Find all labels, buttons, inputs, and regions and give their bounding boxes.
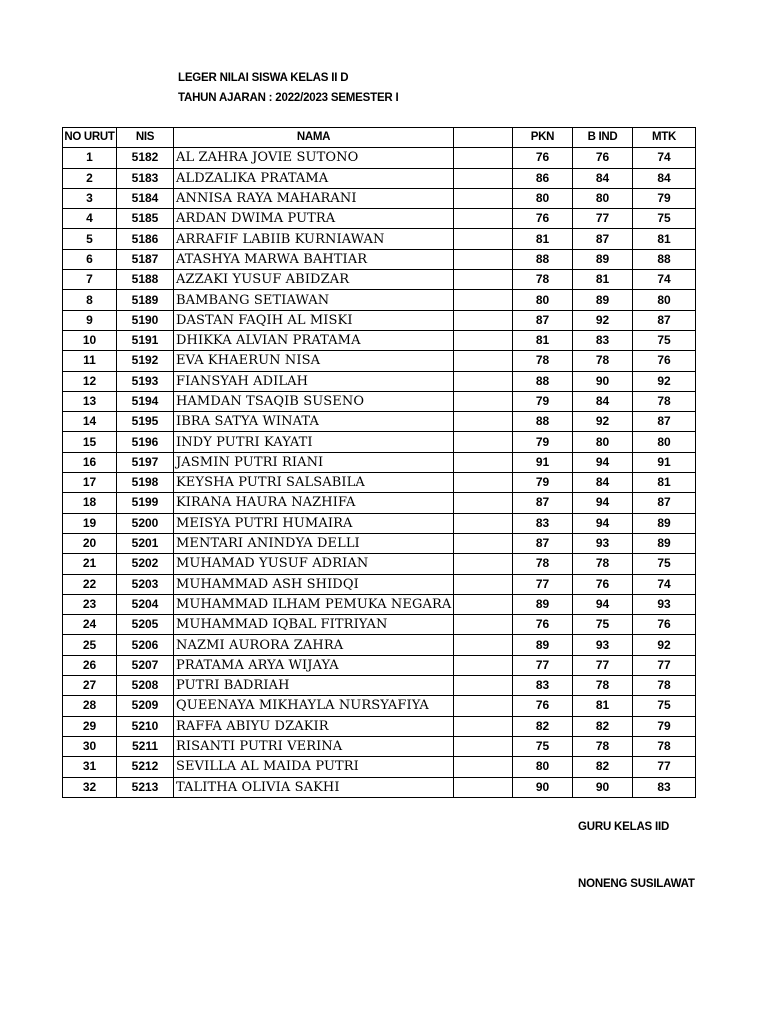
cell-b-ind: 93 [573, 635, 633, 655]
cell-no-urut: 10 [63, 330, 117, 350]
cell-no-urut: 32 [63, 777, 117, 797]
cell-mtk: 78 [633, 736, 696, 756]
table-row [63, 635, 696, 655]
cell-b-ind: 93 [573, 533, 633, 553]
cell-mtk: 81 [633, 229, 696, 249]
table-row [63, 777, 696, 797]
cell-b-ind: 84 [573, 473, 633, 493]
cell-nis: 5186 [117, 229, 174, 249]
cell-blank [454, 432, 513, 452]
cell-b-ind: 82 [573, 757, 633, 777]
cell-mtk: 89 [633, 513, 696, 533]
cell-blank [454, 574, 513, 594]
cell-pkn: 88 [513, 412, 573, 432]
cell-blank [454, 209, 513, 229]
cell-nis: 5213 [117, 777, 174, 797]
cell-nama: JASMIN PUTRI RIANI [174, 452, 454, 472]
table-row [63, 148, 696, 168]
cell-nis: 5207 [117, 655, 174, 675]
cell-pkn: 81 [513, 229, 573, 249]
cell-nis: 5205 [117, 615, 174, 635]
cell-blank [454, 330, 513, 350]
cell-nis: 5190 [117, 310, 174, 330]
cell-nis: 5203 [117, 574, 174, 594]
cell-blank [454, 716, 513, 736]
cell-blank [454, 371, 513, 391]
cell-mtk: 80 [633, 432, 696, 452]
academic-year: TAHUN AJARAN : 2022/2023 SEMESTER I [178, 92, 399, 104]
table-row [63, 716, 696, 736]
cell-blank [454, 452, 513, 472]
col-header-mtk: MTK [633, 128, 696, 148]
table-row [63, 554, 696, 574]
cell-blank [454, 168, 513, 188]
cell-nama: EVA KHAERUN NISA [174, 351, 454, 371]
table-row [63, 351, 696, 371]
table-row [63, 412, 696, 432]
cell-nis: 5204 [117, 594, 174, 614]
cell-no-urut: 31 [63, 757, 117, 777]
cell-pkn: 80 [513, 290, 573, 310]
table-row [63, 209, 696, 229]
cell-pkn: 87 [513, 493, 573, 513]
cell-pkn: 91 [513, 452, 573, 472]
cell-b-ind: 78 [573, 736, 633, 756]
cell-pkn: 76 [513, 696, 573, 716]
cell-mtk: 75 [633, 330, 696, 350]
cell-mtk: 84 [633, 168, 696, 188]
cell-blank [454, 290, 513, 310]
cell-b-ind: 80 [573, 432, 633, 452]
cell-b-ind: 90 [573, 371, 633, 391]
cell-blank [454, 391, 513, 411]
cell-no-urut: 5 [63, 229, 117, 249]
cell-blank [454, 554, 513, 574]
table-row [63, 696, 696, 716]
cell-no-urut: 6 [63, 249, 117, 269]
cell-nama: ATASHYA MARWA BAHTIAR [174, 249, 454, 269]
cell-no-urut: 28 [63, 696, 117, 716]
cell-no-urut: 12 [63, 371, 117, 391]
cell-mtk: 74 [633, 148, 696, 168]
cell-b-ind: 84 [573, 168, 633, 188]
cell-pkn: 78 [513, 554, 573, 574]
cell-blank [454, 249, 513, 269]
cell-nama: AZZAKI YUSUF ABIDZAR [174, 270, 454, 290]
cell-nama: MUHAMAD YUSUF ADRIAN [174, 554, 454, 574]
cell-nis: 5191 [117, 330, 174, 350]
table-row [63, 371, 696, 391]
cell-pkn: 79 [513, 432, 573, 452]
cell-nis: 5195 [117, 412, 174, 432]
table-row [63, 757, 696, 777]
cell-nis: 5212 [117, 757, 174, 777]
cell-nama: ARDAN DWIMA PUTRA [174, 209, 454, 229]
cell-nama: QUEENAYA MIKHAYLA NURSYAFIYA [174, 696, 454, 716]
table-header-row [63, 128, 696, 148]
cell-nama: RAFFA ABIYU DZAKIR [174, 716, 454, 736]
cell-nama: RISANTI PUTRI VERINA [174, 736, 454, 756]
cell-pkn: 76 [513, 615, 573, 635]
cell-mtk: 92 [633, 371, 696, 391]
cell-pkn: 78 [513, 270, 573, 290]
cell-mtk: 76 [633, 351, 696, 371]
col-header-nis: NIS [117, 128, 174, 148]
cell-mtk: 75 [633, 696, 696, 716]
cell-no-urut: 18 [63, 493, 117, 513]
table-row [63, 290, 696, 310]
cell-nis: 5198 [117, 473, 174, 493]
cell-nis: 5194 [117, 391, 174, 411]
table-row [63, 310, 696, 330]
cell-no-urut: 15 [63, 432, 117, 452]
cell-b-ind: 80 [573, 188, 633, 208]
cell-b-ind: 77 [573, 209, 633, 229]
cell-no-urut: 11 [63, 351, 117, 371]
cell-nama: DHIKKA ALVIAN PRATAMA [174, 330, 454, 350]
cell-b-ind: 83 [573, 330, 633, 350]
cell-b-ind: 78 [573, 676, 633, 696]
cell-no-urut: 17 [63, 473, 117, 493]
col-header-no-urut: NO URUT [63, 128, 117, 148]
cell-nama: TALITHA OLIVIA SAKHI [174, 777, 454, 797]
table-row [63, 432, 696, 452]
table-row [63, 168, 696, 188]
cell-blank [454, 696, 513, 716]
cell-no-urut: 8 [63, 290, 117, 310]
cell-nama: MEISYA PUTRI HUMAIRA [174, 513, 454, 533]
cell-no-urut: 1 [63, 148, 117, 168]
cell-pkn: 81 [513, 330, 573, 350]
cell-mtk: 78 [633, 391, 696, 411]
cell-b-ind: 81 [573, 270, 633, 290]
cell-b-ind: 77 [573, 655, 633, 675]
cell-nis: 5202 [117, 554, 174, 574]
cell-no-urut: 19 [63, 513, 117, 533]
col-header-nama: NAMA [174, 128, 454, 148]
cell-b-ind: 92 [573, 412, 633, 432]
cell-nama: ANNISA RAYA MAHARANI [174, 188, 454, 208]
cell-pkn: 75 [513, 736, 573, 756]
cell-no-urut: 2 [63, 168, 117, 188]
table-row [63, 736, 696, 756]
table-row [63, 615, 696, 635]
cell-nis: 5188 [117, 270, 174, 290]
cell-blank [454, 736, 513, 756]
cell-blank [454, 188, 513, 208]
cell-blank [454, 229, 513, 249]
cell-nis: 5192 [117, 351, 174, 371]
cell-blank [454, 148, 513, 168]
cell-pkn: 87 [513, 533, 573, 553]
cell-pkn: 80 [513, 757, 573, 777]
table-body [63, 148, 696, 798]
cell-pkn: 88 [513, 249, 573, 269]
cell-pkn: 87 [513, 310, 573, 330]
cell-nis: 5189 [117, 290, 174, 310]
cell-pkn: 83 [513, 676, 573, 696]
cell-b-ind: 76 [573, 574, 633, 594]
cell-blank [454, 757, 513, 777]
table-row [63, 493, 696, 513]
cell-nis: 5209 [117, 696, 174, 716]
cell-nama: KIRANA HAURA NAZHIFA [174, 493, 454, 513]
cell-blank [454, 513, 513, 533]
cell-pkn: 89 [513, 635, 573, 655]
cell-nis: 5183 [117, 168, 174, 188]
cell-blank [454, 655, 513, 675]
grades-table [62, 127, 696, 798]
cell-b-ind: 78 [573, 554, 633, 574]
signature-role: GURU KELAS IID [578, 821, 670, 833]
table-row [63, 229, 696, 249]
cell-nama: MUHAMMAD ILHAM PEMUKA NEGARA [174, 594, 454, 614]
cell-pkn: 82 [513, 716, 573, 736]
cell-mtk: 79 [633, 716, 696, 736]
col-header-b-ind: B IND [573, 128, 633, 148]
cell-nis: 5201 [117, 533, 174, 553]
cell-mtk: 76 [633, 615, 696, 635]
cell-blank [454, 351, 513, 371]
cell-nis: 5185 [117, 209, 174, 229]
table-row [63, 473, 696, 493]
cell-no-urut: 4 [63, 209, 117, 229]
col-header-blank [454, 128, 513, 148]
cell-b-ind: 89 [573, 290, 633, 310]
cell-mtk: 74 [633, 574, 696, 594]
cell-no-urut: 9 [63, 310, 117, 330]
cell-no-urut: 14 [63, 412, 117, 432]
cell-nama: SEVILLA AL MAIDA PUTRI [174, 757, 454, 777]
cell-mtk: 75 [633, 554, 696, 574]
table-row [63, 391, 696, 411]
cell-pkn: 79 [513, 391, 573, 411]
table-row [63, 676, 696, 696]
cell-blank [454, 412, 513, 432]
cell-nama: MUHAMMAD ASH SHIDQI [174, 574, 454, 594]
cell-mtk: 91 [633, 452, 696, 472]
cell-nama: FIANSYAH ADILAH [174, 371, 454, 391]
cell-nis: 5184 [117, 188, 174, 208]
cell-nama: PUTRI BADRIAH [174, 676, 454, 696]
cell-nis: 5208 [117, 676, 174, 696]
cell-no-urut: 20 [63, 533, 117, 553]
cell-pkn: 78 [513, 351, 573, 371]
cell-b-ind: 94 [573, 493, 633, 513]
cell-mtk: 79 [633, 188, 696, 208]
cell-no-urut: 7 [63, 270, 117, 290]
cell-mtk: 75 [633, 209, 696, 229]
cell-blank [454, 270, 513, 290]
table-row [63, 574, 696, 594]
cell-nama: ARRAFIF LABIIB KURNIAWAN [174, 229, 454, 249]
cell-no-urut: 24 [63, 615, 117, 635]
cell-no-urut: 25 [63, 635, 117, 655]
table-row [63, 330, 696, 350]
cell-mtk: 83 [633, 777, 696, 797]
cell-pkn: 88 [513, 371, 573, 391]
cell-b-ind: 89 [573, 249, 633, 269]
cell-pkn: 79 [513, 473, 573, 493]
cell-pkn: 76 [513, 209, 573, 229]
cell-nama: IBRA SATYA WINATA [174, 412, 454, 432]
cell-blank [454, 533, 513, 553]
cell-no-urut: 23 [63, 594, 117, 614]
cell-pkn: 90 [513, 777, 573, 797]
cell-b-ind: 94 [573, 594, 633, 614]
cell-no-urut: 21 [63, 554, 117, 574]
cell-no-urut: 3 [63, 188, 117, 208]
cell-nis: 5196 [117, 432, 174, 452]
cell-no-urut: 22 [63, 574, 117, 594]
cell-blank [454, 594, 513, 614]
cell-nama: MUHAMMAD IQBAL FITRIYAN [174, 615, 454, 635]
cell-pkn: 77 [513, 574, 573, 594]
cell-mtk: 93 [633, 594, 696, 614]
cell-no-urut: 30 [63, 736, 117, 756]
cell-nis: 5187 [117, 249, 174, 269]
table-row [63, 513, 696, 533]
cell-mtk: 77 [633, 655, 696, 675]
cell-mtk: 87 [633, 412, 696, 432]
cell-b-ind: 92 [573, 310, 633, 330]
cell-mtk: 88 [633, 249, 696, 269]
cell-mtk: 77 [633, 757, 696, 777]
table-row [63, 270, 696, 290]
cell-nama: PRATAMA ARYA WIJAYA [174, 655, 454, 675]
cell-nama: AL ZAHRA JOVIE SUTONO [174, 148, 454, 168]
cell-pkn: 76 [513, 148, 573, 168]
cell-b-ind: 78 [573, 351, 633, 371]
cell-mtk: 81 [633, 473, 696, 493]
cell-nis: 5193 [117, 371, 174, 391]
cell-blank [454, 473, 513, 493]
cell-mtk: 80 [633, 290, 696, 310]
cell-mtk: 74 [633, 270, 696, 290]
cell-pkn: 89 [513, 594, 573, 614]
cell-nis: 5197 [117, 452, 174, 472]
cell-pkn: 83 [513, 513, 573, 533]
cell-mtk: 89 [633, 533, 696, 553]
teacher-name: NONENG SUSILAWAT [578, 878, 695, 890]
cell-no-urut: 26 [63, 655, 117, 675]
table-row [63, 249, 696, 269]
cell-nama: NAZMI AURORA ZAHRA [174, 635, 454, 655]
cell-nis: 5182 [117, 148, 174, 168]
cell-b-ind: 90 [573, 777, 633, 797]
table-row [63, 655, 696, 675]
cell-blank [454, 777, 513, 797]
cell-no-urut: 29 [63, 716, 117, 736]
cell-nama: BAMBANG SETIAWAN [174, 290, 454, 310]
cell-no-urut: 13 [63, 391, 117, 411]
cell-nis: 5199 [117, 493, 174, 513]
cell-b-ind: 82 [573, 716, 633, 736]
cell-nama: INDY PUTRI KAYATI [174, 432, 454, 452]
cell-mtk: 87 [633, 493, 696, 513]
cell-blank [454, 676, 513, 696]
cell-blank [454, 635, 513, 655]
cell-b-ind: 84 [573, 391, 633, 411]
cell-no-urut: 16 [63, 452, 117, 472]
cell-nis: 5211 [117, 736, 174, 756]
cell-nis: 5206 [117, 635, 174, 655]
cell-mtk: 87 [633, 310, 696, 330]
table-row [63, 452, 696, 472]
cell-nis: 5200 [117, 513, 174, 533]
cell-nis: 5210 [117, 716, 174, 736]
col-header-pkn: PKN [513, 128, 573, 148]
cell-mtk: 78 [633, 676, 696, 696]
cell-no-urut: 27 [63, 676, 117, 696]
document-title: LEGER NILAI SISWA KELAS II D [178, 72, 349, 84]
cell-b-ind: 94 [573, 452, 633, 472]
cell-blank [454, 615, 513, 635]
cell-b-ind: 81 [573, 696, 633, 716]
cell-b-ind: 76 [573, 148, 633, 168]
cell-nama: ALDZALIKA PRATAMA [174, 168, 454, 188]
cell-nama: KEYSHA PUTRI SALSABILA [174, 473, 454, 493]
table-row [63, 594, 696, 614]
cell-pkn: 80 [513, 188, 573, 208]
cell-blank [454, 310, 513, 330]
cell-nama: HAMDAN TSAQIB SUSENO [174, 391, 454, 411]
cell-blank [454, 493, 513, 513]
table-row [63, 188, 696, 208]
cell-mtk: 92 [633, 635, 696, 655]
cell-pkn: 86 [513, 168, 573, 188]
cell-b-ind: 94 [573, 513, 633, 533]
cell-nama: DASTAN FAQIH AL MISKI [174, 310, 454, 330]
cell-b-ind: 75 [573, 615, 633, 635]
cell-pkn: 77 [513, 655, 573, 675]
cell-nama: MENTARI ANINDYA DELLI [174, 533, 454, 553]
cell-b-ind: 87 [573, 229, 633, 249]
table-row [63, 533, 696, 553]
